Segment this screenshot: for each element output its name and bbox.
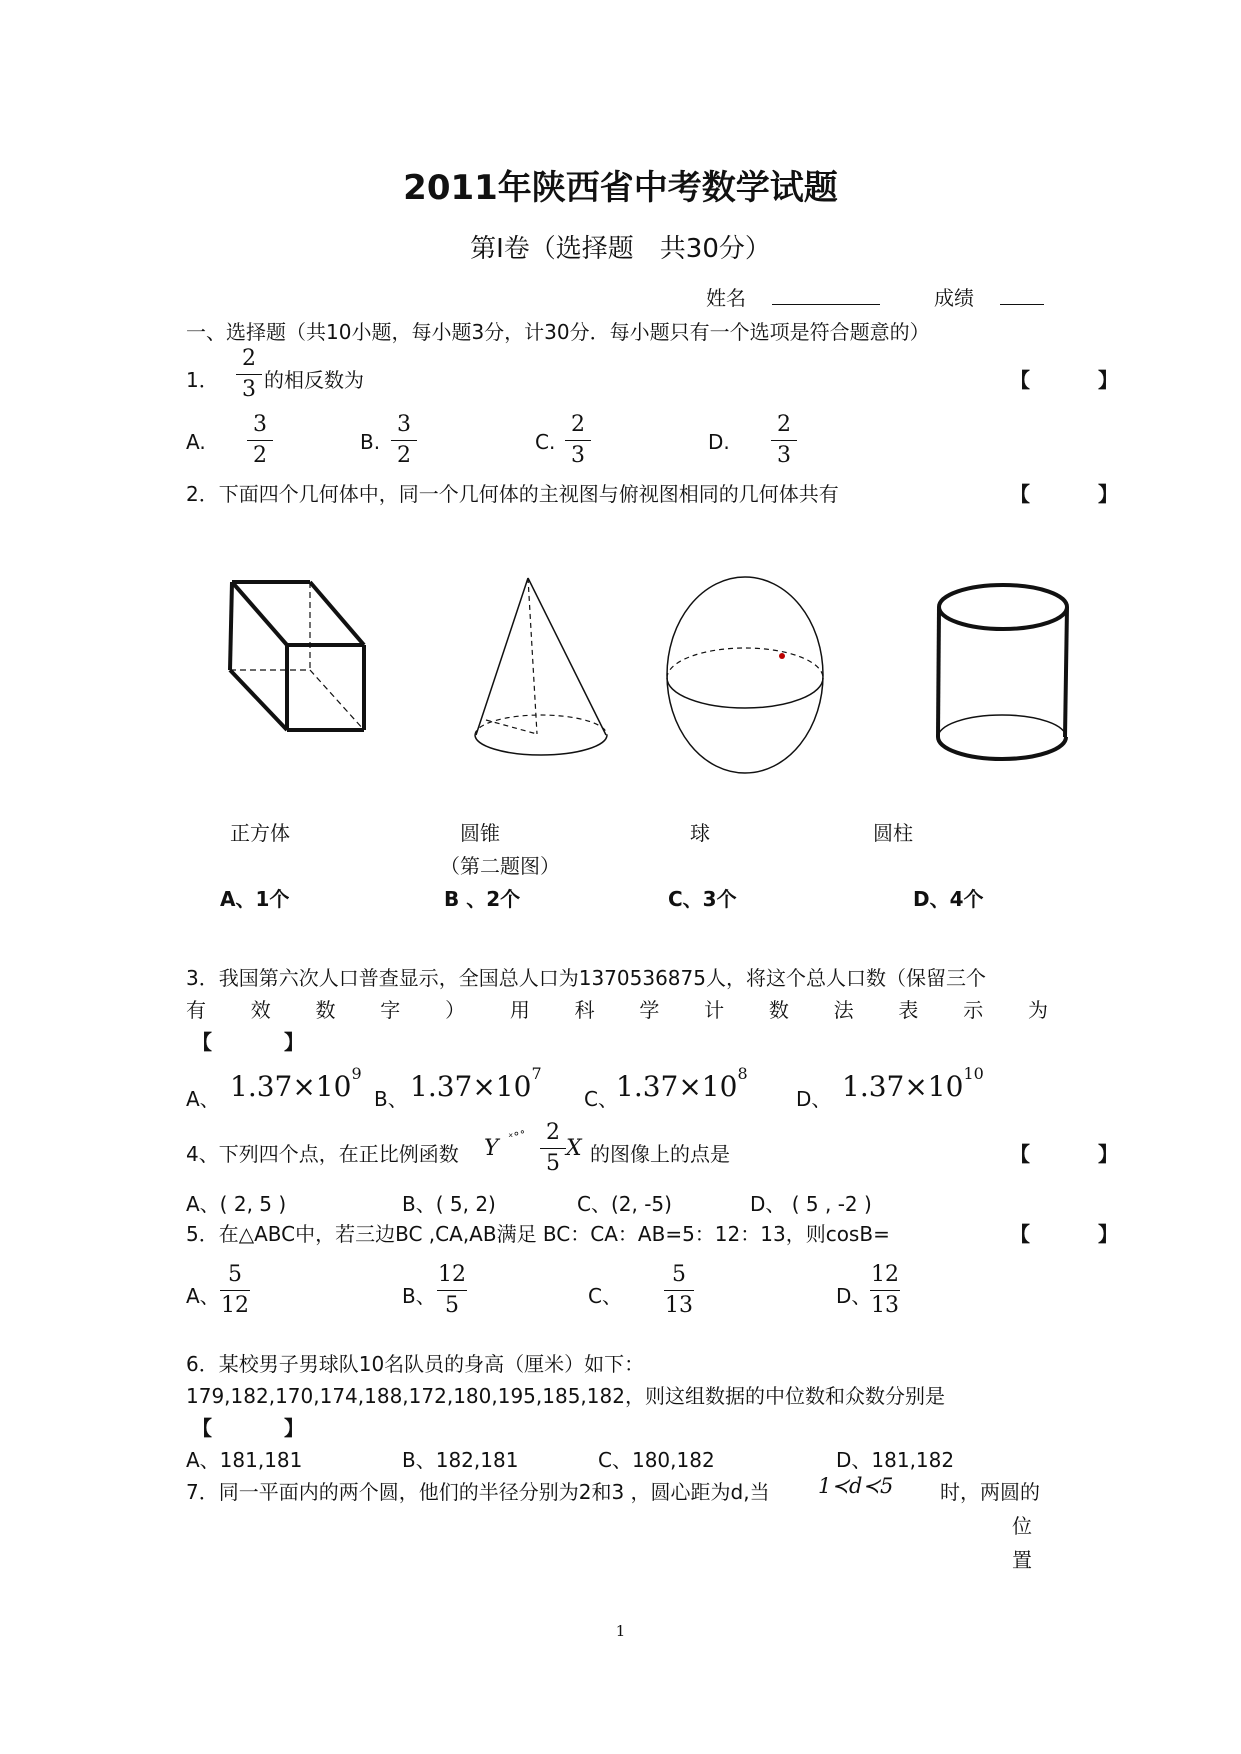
fraction-bar [437,1290,467,1291]
sci-base: 1.37×10 [842,1070,964,1103]
label-sphere: 球 [690,821,710,845]
q2-text: 2．下面四个几何体中，同一个几何体的主视图与俯视图相同的几何体共有 [186,482,839,506]
q5-option-d-label[interactable]: D、 [836,1284,872,1308]
q3-option-b-value [410,1064,542,1103]
fraction-bar [540,1148,566,1149]
q3-char: 效 [250,998,271,1022]
q5-option-d-fraction [868,1262,902,1319]
q2-bracket-close: 】 [1098,482,1118,506]
sci-base: 1.37×10 [410,1070,532,1103]
q3-option-a-value [230,1064,362,1103]
score-label: 成绩 [934,286,974,310]
q4-garbled-glyph: ˣ°˚ [508,1130,526,1144]
q3-option-d-value [842,1064,984,1103]
label-cone: 圆锥 [460,821,500,845]
q3-char: ） [445,998,466,1022]
q3-option-d-label[interactable]: D、 [796,1087,832,1111]
cone-figure [475,578,607,755]
sci-exp: 10 [963,1064,984,1083]
q3-char: 数 [315,998,336,1022]
q3-option-b-label[interactable]: B、 [374,1087,408,1111]
q1-frac-den: 3 [242,377,256,402]
q2-figure [0,0,1241,820]
fraction-bar [870,1290,900,1291]
q3-char: 表 [898,998,919,1022]
q3-option-a-label[interactable]: A、 [186,1087,220,1111]
q7-wrap-char-1: 位 [1012,1514,1032,1538]
q4-var-y: Y [484,1136,499,1161]
q5-option-a-label[interactable]: A、 [186,1284,220,1308]
q4-text-pre: 4、下列四个点，在正比例函数 [186,1142,459,1166]
sci-base: 1.37×10 [230,1070,352,1103]
q1-bracket-close: 】 [1098,368,1118,392]
q7-inequality: 1≺d≺5 [818,1474,894,1498]
page-number: 1 [615,1622,626,1640]
q5-text: 5．在△ABC中，若三边BC ,CA,AB满足 BC：CA：AB=5：12：13，则cosB= [186,1222,890,1246]
sci-exp: 8 [737,1064,748,1083]
q6-option-c[interactable]: C、180,182 [598,1448,715,1472]
frac-num: 2 [571,412,585,437]
page-subtitle: 第Ⅰ卷（选择题 共30分） [470,234,771,264]
q1-text: 的相反数为 [264,368,364,392]
q4-option-b[interactable]: B、( 5, 2) [402,1192,496,1216]
q2-option-c[interactable]: C、3个 [668,887,737,911]
q1-option-a-label[interactable]: A. [186,430,206,454]
q1-bracket-open: 【 [1010,368,1030,392]
sci-exp: 9 [351,1064,362,1083]
q1-frac-num: 2 [242,346,256,371]
q6-option-a[interactable]: A、181,181 [186,1448,303,1472]
q4-bracket-open: 【 [1010,1142,1030,1166]
frac-den: 3 [571,443,585,468]
q5-bracket-close: 】 [1098,1222,1118,1246]
q4-fraction [538,1120,568,1177]
q3-line1: 3．我国第六次人口普查显示，全国总人口为1370536875人，将这个总人口数（保留三个 [186,966,986,990]
q4-text-post: 的图像上的点是 [590,1142,730,1166]
q3-char: 有 [186,998,206,1022]
q3-bracket-open: 【 [192,1030,212,1054]
frac-num: 3 [397,412,411,437]
q3-char: 字 [380,998,401,1022]
q6-line1: 6．某校男子男球队10名队员的身高（厘米）如下： [186,1352,645,1376]
q2-option-b[interactable]: B 、2个 [444,887,521,911]
q3-char: 为 [1027,998,1048,1022]
frac-num: 12 [871,1262,899,1287]
q2-option-d[interactable]: D、4个 [913,887,984,911]
q1-option-b-label[interactable]: B. [360,430,381,454]
q2-bracket-open: 【 [1010,482,1030,506]
frac-den: 2 [253,443,267,468]
q7-text-post: 时，两圆的 [940,1480,1040,1504]
frac-den: 5 [445,1293,459,1318]
frac-num: 5 [228,1262,242,1287]
q5-option-a-fraction [218,1262,252,1319]
cube-figure [230,582,364,730]
q4-option-c[interactable]: C、(2, -5) [577,1192,672,1216]
q3-char: 科 [574,998,595,1022]
q4-option-d[interactable]: D、 ( 5 , -2 ) [750,1192,872,1216]
q5-bracket-open: 【 [1010,1222,1030,1246]
q5-option-b-fraction [435,1262,469,1319]
frac-num: 5 [672,1262,686,1287]
frac-den: 5 [546,1151,560,1176]
q3-char: 用 [509,998,530,1022]
label-cube: 正方体 [230,821,290,845]
q2-figure-caption: （第二题图） [440,854,560,878]
frac-num: 2 [777,412,791,437]
q6-option-d[interactable]: D、181,182 [836,1448,955,1472]
fraction-bar [664,1290,694,1291]
q4-option-a[interactable]: A、( 2, 5 ) [186,1192,287,1216]
fraction-bar [220,1290,250,1291]
frac-num: 12 [438,1262,466,1287]
page-title: 2011年陕西省中考数学试题 [403,168,838,208]
frac-num: 3 [253,412,267,437]
frac-den: 2 [397,443,411,468]
q3-option-c-label[interactable]: C、 [584,1087,618,1111]
q3-char: 示 [963,998,984,1022]
name-label: 姓名 [706,286,746,310]
frac-den: 3 [777,443,791,468]
q3-char: 数 [768,998,789,1022]
frac-den: 12 [221,1293,249,1318]
q6-bracket-open: 【 [192,1416,212,1440]
frac-num: 2 [546,1120,560,1145]
q6-line2: 179,182,170,174,188,172,180,195,185,182，则这组数据的中位数和众数分别是 [186,1384,945,1408]
cylinder-figure [938,585,1067,759]
frac-den: 13 [665,1293,693,1318]
section-heading: 一、选择题（共10小题，每小题3分，计30分．每小题只有一个选项是符合题意的） [186,320,930,344]
q3-char: 学 [639,998,660,1022]
q2-option-a[interactable]: A、1个 [220,887,290,911]
q3-option-c-value [616,1064,748,1103]
frac-den: 13 [871,1293,899,1318]
q1-number: 1． [186,368,219,392]
q1-option-c-label[interactable]: C. [535,430,556,454]
q3-char: 法 [833,998,854,1022]
q5-option-c-label[interactable]: C、 [588,1284,622,1308]
label-cylinder: 圆柱 [873,821,913,845]
q3-char: 计 [704,998,725,1022]
sphere-figure [667,577,823,773]
q5-option-b-label[interactable]: B、 [402,1284,436,1308]
q7-text-pre: 7．同一平面内的两个圆，他们的半径分别为2和3 ，圆心距为d,当 [186,1480,770,1504]
q4-var-x: X [566,1136,582,1161]
q4-bracket-close: 】 [1098,1142,1118,1166]
q6-option-b[interactable]: B、182,181 [402,1448,519,1472]
q7-wrap-char-2: 置 [1012,1548,1032,1572]
q3-line2 [186,994,1048,1023]
q5-option-c-fraction [662,1262,696,1319]
sci-exp: 7 [531,1064,542,1083]
q3-bracket-close: 】 [284,1030,304,1054]
q1-option-d-label[interactable]: D. [708,430,730,454]
sci-base: 1.37×10 [616,1070,738,1103]
q6-bracket-close: 】 [284,1416,304,1440]
